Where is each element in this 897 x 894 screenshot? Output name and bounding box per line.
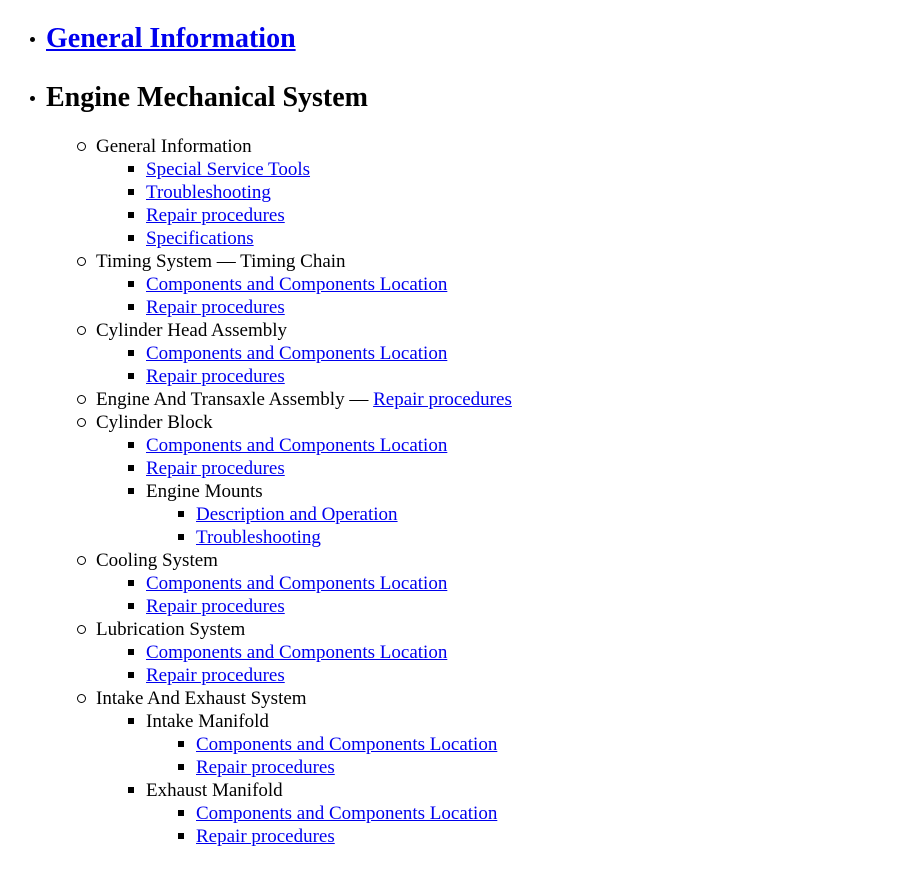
list-item — [146, 365, 897, 388]
list-item — [146, 457, 897, 480]
link-list — [96, 641, 897, 687]
subsection-timing-system — [96, 250, 897, 319]
subsection-label: General Information — [96, 136, 252, 157]
repair-procedures-link[interactable]: Repair procedures — [146, 205, 285, 226]
subsection-label: Cylinder Block — [96, 412, 213, 433]
subsection-label: Timing System — Timing Chain — [96, 251, 346, 272]
subsection-intake-exhaust-system — [96, 687, 897, 848]
sub-list — [96, 710, 897, 848]
repair-procedures-link[interactable]: Repair procedures — [196, 757, 335, 778]
link-list — [146, 503, 897, 549]
components-location-link[interactable]: Components and Components Location — [146, 435, 448, 456]
subsection-cylinder-block — [96, 411, 897, 549]
engine-mechanical-subsections — [46, 135, 897, 848]
repair-procedures-link[interactable]: Repair procedures — [146, 297, 285, 318]
intake-manifold-label: Intake Manifold — [146, 711, 269, 732]
list-item — [146, 595, 897, 618]
components-location-link[interactable]: Components and Components Location — [196, 803, 498, 824]
subsection-label: Cylinder Head Assembly — [96, 320, 288, 341]
specifications-link[interactable]: Specifications — [146, 228, 254, 249]
link-list — [96, 273, 897, 319]
subsection-label: Engine And Transaxle Assembly — — [96, 389, 374, 410]
list-item — [146, 664, 897, 687]
list-item — [146, 572, 897, 595]
repair-procedures-link[interactable]: Repair procedures — [373, 389, 512, 410]
list-item-intake-manifold — [146, 710, 897, 779]
section-engine-mechanical-system — [0, 82, 897, 848]
troubleshooting-link[interactable]: Troubleshooting — [196, 527, 321, 548]
list-item — [196, 756, 897, 779]
link-list — [96, 158, 897, 250]
list-item — [146, 273, 897, 296]
components-location-link[interactable]: Components and Components Location — [146, 343, 448, 364]
subsection-label: Cooling System — [96, 550, 218, 571]
link-list — [146, 802, 897, 848]
subsection-cylinder-head-assembly — [96, 319, 897, 388]
link-list — [146, 733, 897, 779]
list-item — [146, 158, 897, 181]
table-of-contents — [0, 23, 897, 848]
subsection-engine-transaxle-assembly — [96, 388, 897, 411]
repair-procedures-link[interactable]: Repair procedures — [196, 826, 335, 847]
repair-procedures-link[interactable]: Repair procedures — [146, 458, 285, 479]
subsection-cooling-system — [96, 549, 897, 618]
general-information-link[interactable]: General Information — [46, 23, 296, 54]
list-item — [146, 296, 897, 319]
troubleshooting-link[interactable]: Troubleshooting — [146, 182, 271, 203]
list-item — [146, 204, 897, 227]
list-item — [146, 227, 897, 250]
engine-mounts-label: Engine Mounts — [146, 481, 263, 502]
subsection-lubrication-system — [96, 618, 897, 687]
link-list — [96, 434, 897, 549]
list-item — [146, 434, 897, 457]
repair-procedures-link[interactable]: Repair procedures — [146, 665, 285, 686]
exhaust-manifold-label: Exhaust Manifold — [146, 780, 283, 801]
list-item-engine-mounts — [146, 480, 897, 549]
list-item — [196, 733, 897, 756]
list-item — [146, 342, 897, 365]
components-location-link[interactable]: Components and Components Location — [196, 734, 498, 755]
list-item — [196, 825, 897, 848]
list-item — [196, 802, 897, 825]
subsection-general-information — [96, 135, 897, 250]
list-item-exhaust-manifold — [146, 779, 897, 848]
special-service-tools-link[interactable]: Special Service Tools — [146, 159, 311, 180]
subsection-label: Intake And Exhaust System — [96, 688, 307, 709]
components-location-link[interactable]: Components and Components Location — [146, 573, 448, 594]
components-location-link[interactable]: Components and Components Location — [146, 642, 448, 663]
list-item — [146, 641, 897, 664]
link-list — [96, 342, 897, 388]
components-location-link[interactable]: Components and Components Location — [146, 274, 448, 295]
subsection-label: Lubrication System — [96, 619, 246, 640]
link-list — [96, 572, 897, 618]
description-operation-link[interactable]: Description and Operation — [196, 504, 398, 525]
list-item — [196, 503, 897, 526]
section-heading: Engine Mechanical System — [46, 82, 368, 113]
section-general-information — [0, 23, 897, 55]
repair-procedures-link[interactable]: Repair procedures — [146, 366, 285, 387]
repair-procedures-link[interactable]: Repair procedures — [146, 596, 285, 617]
list-item — [146, 181, 897, 204]
list-item — [196, 526, 897, 549]
